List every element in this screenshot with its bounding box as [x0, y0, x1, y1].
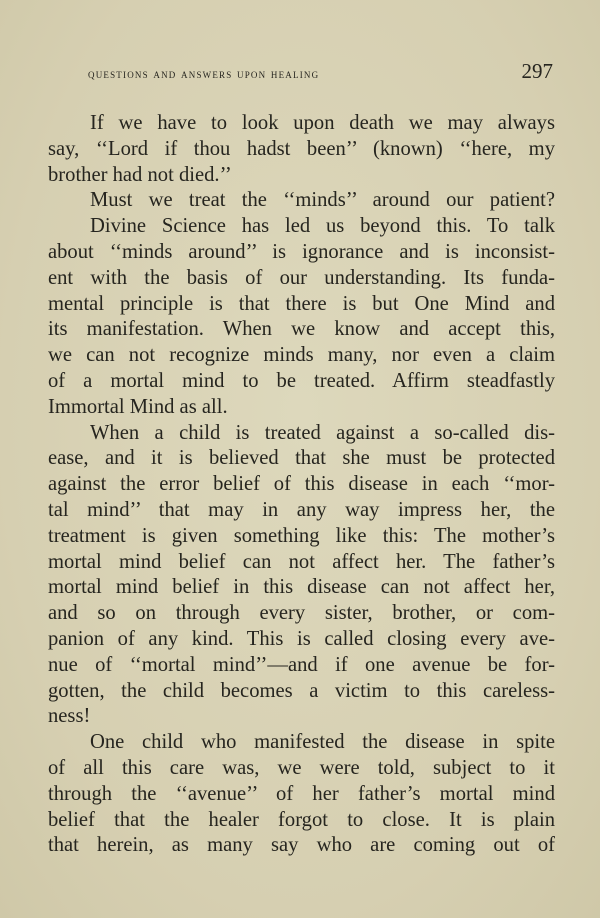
text-line: we can not recognize minds many, nor even a claim	[48, 344, 555, 367]
text-line: mental principle is that there is but One Mind and	[48, 292, 555, 315]
text-line: One child who manifested the disease in spite	[90, 731, 555, 754]
text-line: and so on through every sister, brother, or com-	[48, 602, 555, 625]
text-line: If we have to look upon death we may always	[90, 112, 555, 134]
text-line: ease, and it is believed that she must be protected	[48, 447, 555, 470]
text-line: that herein, as many say who are coming out of	[48, 834, 555, 857]
text-line: Divine Science has led us beyond this. To talk	[90, 215, 555, 238]
text-line: When a child is treated against a so-called dis-	[90, 421, 555, 444]
text-line: nue of ‘‘mortal mind’’—and if one avenue be for-	[48, 653, 555, 676]
text-line: through the ‘‘avenue’’ of her father’s mortal mind	[48, 782, 555, 805]
page-header	[88, 60, 553, 86]
text-line: gotten, the child becomes a victim to this careless-	[48, 679, 555, 702]
text-line: against the error belief of this disease in each ‘‘mor-	[48, 473, 555, 496]
text-line: about ‘‘minds around’’ is ignorance and is inconsist-	[48, 240, 555, 263]
text-line: of all this care was, we were told, subject to it	[48, 756, 555, 779]
text-line: of a mortal mind to be treated. Affirm steadfastly	[48, 369, 555, 392]
page-number: 297	[521, 59, 553, 83]
text-line: treatment is given something like this: The mother’s	[48, 524, 555, 547]
text-line: Immortal Mind as all.	[48, 395, 228, 418]
text-line: ent with the basis of our understanding. Its funda-	[48, 266, 555, 289]
text-line: ness!	[48, 705, 91, 728]
text-line: tal mind’’ that may in any way impress her, the	[48, 498, 555, 521]
body-text	[48, 111, 555, 859]
text-line: say, ‘‘Lord if thou hadst been’’ (known) ‘‘here, my	[48, 137, 555, 160]
text-line: Must we treat the ‘‘minds’’ around our patient?	[90, 189, 555, 212]
text-line: brother had not died.’’	[48, 163, 232, 186]
text-line: mortal mind belief can not affect her. The father’s	[48, 550, 555, 573]
text-line: its manifestation. When we know and accept this,	[48, 318, 555, 341]
running-title: questions and answers upon healing	[88, 66, 320, 81]
text-line: mortal mind belief in this disease can not affect her,	[48, 576, 555, 599]
text-line: panion of any kind. This is called closing every ave-	[48, 627, 555, 650]
text-line: belief that the healer forgot to close. It is plain	[48, 808, 555, 831]
